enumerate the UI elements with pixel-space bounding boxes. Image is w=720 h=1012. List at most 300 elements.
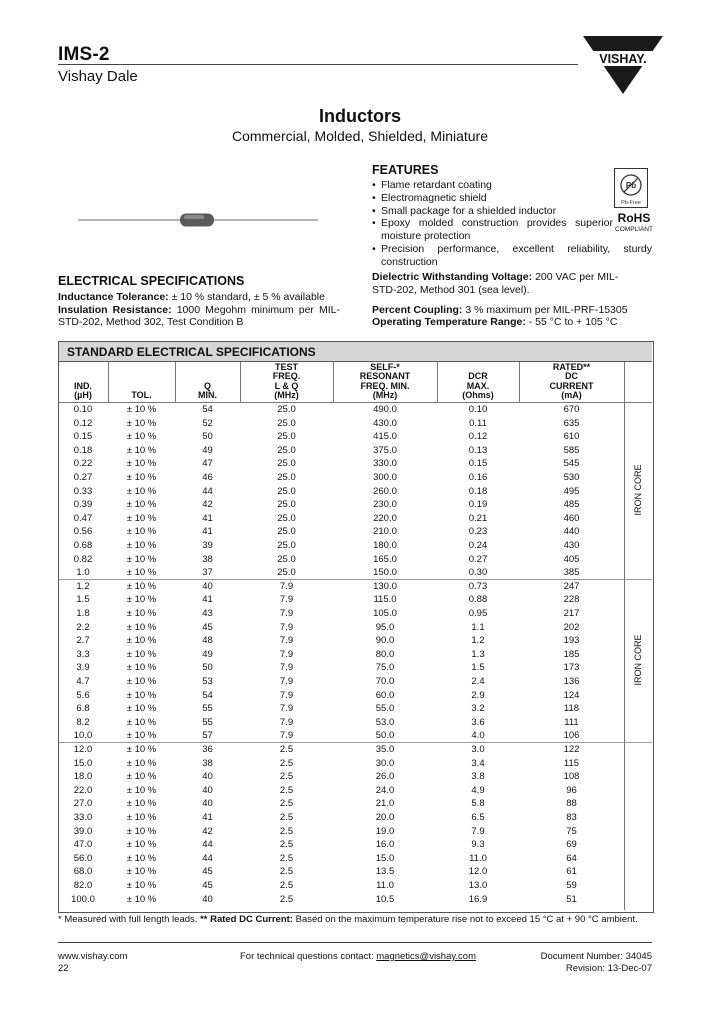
table-title-bar	[59, 342, 652, 362]
percent-coupling: Percent Coupling: 3 % maximum per MIL-PRF-15305	[372, 304, 628, 316]
table-cell: 115.0	[373, 594, 397, 606]
table-cell: ± 10 %	[126, 730, 157, 742]
table-cell: 1.2	[76, 580, 90, 592]
feature-item: • Flame retardant coating	[372, 179, 652, 192]
table-cell: 118	[563, 703, 580, 715]
table-cell: 41	[202, 594, 213, 606]
operating-temperature: Operating Temperature Range: - 55 °C to + 105 °C	[372, 316, 618, 328]
table-cell: 2.5	[279, 866, 294, 878]
table-cell: 185	[563, 648, 580, 660]
table-cell: 61	[566, 866, 577, 878]
table-cell: 106	[563, 730, 580, 742]
contact-line: For technical questions contact: magnetics@vishay.com	[240, 951, 476, 962]
table-cell: 53.0	[375, 716, 395, 728]
table-cell: 51	[566, 893, 577, 905]
table-cell: 54	[202, 689, 213, 701]
table-cell: 19.0	[375, 825, 395, 837]
table-cell: 25.0	[277, 540, 296, 551]
table-cell: 25.0	[277, 417, 296, 429]
table-cell: 47	[202, 458, 213, 470]
table-cell: 40	[202, 893, 213, 905]
table-cell: 45	[202, 880, 213, 891]
feature-item: • Epoxy molded construction provides superior moisture protection	[372, 217, 613, 243]
table-cell: 0.12	[468, 431, 488, 443]
table-cell: 25.0	[277, 499, 296, 511]
table-cell: 95.0	[375, 621, 395, 633]
table-cell: 25.0	[277, 526, 296, 538]
inductance-tolerance: Inductance Tolerance: ± 10 % standard, ± 5 % available	[58, 291, 325, 303]
table-cell: 37	[202, 567, 213, 579]
table-cell: 15.0	[73, 757, 93, 769]
table-cell: 22.0	[73, 784, 93, 796]
table-cell: 21.0	[375, 798, 395, 810]
table-cell: 115	[563, 757, 580, 769]
features-heading: FEATURES	[372, 163, 439, 177]
table-cell: ± 10 %	[126, 784, 157, 796]
table-cell: 2.5	[279, 784, 294, 796]
table-cell: 18.0	[73, 771, 93, 783]
table-cell: 69	[566, 839, 577, 851]
table-cell: 0.18	[73, 444, 93, 456]
table-cell: 16.0	[375, 839, 395, 851]
table-cell: 0.27	[73, 472, 93, 483]
table-cell: 44	[202, 485, 213, 497]
table-cell: 0.13	[468, 444, 488, 456]
table-cell: 2.5	[279, 893, 294, 905]
table-cell: 0.21	[468, 512, 488, 524]
table-cell: 13.5	[375, 866, 395, 878]
table-cell: 495	[563, 485, 580, 497]
table-cell: 0.95	[468, 608, 488, 619]
table-cell: 35.0	[375, 744, 395, 755]
table-cell: ± 10 %	[126, 716, 157, 728]
table-cell: 42	[202, 825, 213, 837]
table-header-cell: RATED** DC CURRENT (mA)	[549, 361, 594, 401]
table-cell: 45	[202, 621, 213, 633]
header-rule	[58, 64, 578, 65]
table-cell: 13.0	[468, 880, 488, 891]
feature-item: • Precision performance, excellent reliability, sturdy construction	[372, 243, 652, 269]
table-cell: 70.0	[375, 676, 395, 687]
table-cell: 430	[563, 540, 580, 551]
table-cell: 585	[563, 444, 580, 456]
table-cell: ± 10 %	[126, 798, 157, 810]
table-cell: 670	[563, 404, 580, 415]
table-cell: ± 10 %	[126, 771, 157, 783]
table-cell: 40	[202, 771, 213, 783]
table-cell: 96	[566, 784, 577, 796]
table-cell: ± 10 %	[126, 417, 157, 429]
table-cell: 430.0	[373, 417, 397, 429]
table-cell: 68.0	[73, 866, 93, 878]
table-cell: 50.0	[375, 730, 395, 742]
table-cell: 25.0	[277, 512, 296, 524]
table-cell: 2.2	[76, 621, 90, 633]
table-cell: ± 10 %	[126, 526, 157, 538]
table-cell: 5.6	[76, 689, 90, 701]
table-cell: 0.39	[73, 499, 93, 511]
table-cell: 11.0	[376, 880, 394, 891]
table-cell: 55.0	[375, 703, 395, 715]
table-cell: 0.73	[468, 580, 488, 592]
table-cell: 12.0	[73, 744, 93, 755]
table-cell: 10.0	[73, 730, 93, 742]
table-cell: 530	[563, 472, 580, 483]
table-cell: 7.9	[279, 621, 294, 633]
table-cell: 0.11	[469, 417, 487, 429]
table-cell: 42	[202, 499, 213, 511]
table-cell: 3.3	[76, 648, 90, 660]
table-cell: 260.0	[373, 485, 397, 497]
table-cell: ± 10 %	[126, 458, 157, 470]
table-cell: 44	[202, 839, 213, 851]
table-cell: 220.0	[373, 512, 397, 524]
table-cell: 7.9	[279, 662, 294, 674]
core-column-divider	[624, 402, 625, 910]
table-cell: 50	[202, 431, 213, 443]
table-cell: 130.0	[373, 580, 397, 592]
table-cell: 2.9	[471, 689, 485, 701]
table-cell: 7.9	[279, 676, 294, 687]
table-cell: 0.24	[468, 540, 488, 551]
table-cell: 30.0	[375, 757, 395, 769]
table-cell: 11.0	[469, 852, 487, 864]
table-header-cell: DCR MAX. (Ohms)	[462, 371, 494, 401]
table-cell: 4.9	[471, 784, 485, 796]
table-cell: 202	[563, 621, 580, 633]
table-cell: 0.68	[73, 540, 93, 551]
table-title: STANDARD ELECTRICAL SPECIFICATIONS	[67, 345, 316, 359]
table-cell: ± 10 %	[126, 648, 157, 660]
table-cell: 2.5	[279, 839, 294, 851]
table-cell: 27.0	[73, 798, 93, 810]
table-cell: 44	[202, 852, 213, 864]
table-cell: 111	[564, 716, 579, 728]
table-cell: 124	[563, 689, 580, 701]
table-cell: 0.47	[73, 512, 93, 524]
electrical-specs-heading: ELECTRICAL SPECIFICATIONS	[58, 274, 245, 288]
table-cell: ± 10 %	[126, 621, 157, 633]
table-cell: 1.5	[471, 662, 485, 674]
table-header-cell: TOL.	[131, 390, 152, 401]
table-cell: 41	[202, 512, 213, 524]
table-cell: 545	[563, 458, 580, 470]
table-header-cell: IND. (µH)	[74, 380, 92, 401]
rohs-label: RoHS	[617, 211, 651, 225]
table-cell: 0.23	[468, 526, 488, 538]
table-cell: 180.0	[373, 540, 397, 551]
table-cell: 41	[202, 526, 213, 538]
table-cell: 55	[202, 716, 213, 728]
table-cell: 3.9	[76, 662, 90, 674]
table-cell: 193	[563, 635, 580, 647]
table-cell: 41	[202, 812, 213, 823]
table-cell: 0.10	[73, 404, 93, 415]
table-header-cell: TEST FREQ. L & Q (MHz)	[272, 361, 301, 401]
table-cell: 7.9	[279, 580, 294, 592]
table-cell: 3.0	[471, 744, 485, 755]
table-cell: 0.10	[468, 404, 488, 415]
table-cell: 2.5	[279, 880, 294, 891]
table-cell: 25.0	[277, 553, 296, 565]
table-cell: 490.0	[373, 404, 397, 415]
feature-item: • Small package for a shielded inductor	[372, 205, 652, 218]
logo-text: VISHAY.	[599, 52, 647, 66]
insulation-resistance: Insulation Resistance: 1000 Megohm minimum per MIL-STD-202, Method 302, Test Condition B	[58, 304, 340, 328]
table-cell: 1.8	[76, 608, 90, 619]
table-cell: 25.0	[277, 485, 296, 497]
table-cell: 375.0	[373, 444, 397, 456]
table-cell: 0.56	[73, 526, 93, 538]
table-cell: 7.9	[279, 648, 294, 660]
table-cell: 6.5	[471, 812, 485, 823]
table-cell: 38	[202, 553, 213, 565]
table-cell: 0.19	[468, 499, 488, 511]
table-cell: 7.9	[279, 689, 294, 701]
table-cell: 7.9	[279, 703, 294, 715]
table-cell: 0.12	[73, 417, 93, 429]
table-cell: 55	[202, 703, 213, 715]
table-cell: 1.1	[471, 621, 485, 633]
table-cell: 2.5	[279, 798, 294, 810]
table-cell: 0.16	[468, 472, 488, 483]
table-cell: 12.0	[468, 866, 488, 878]
table-cell: 440	[563, 526, 580, 538]
table-cell: 0.22	[73, 458, 93, 470]
page-title: Inductors	[318, 106, 401, 126]
table-cell: ± 10 %	[126, 635, 157, 647]
table-cell: 7.9	[279, 716, 294, 728]
table-cell: 25.0	[277, 472, 296, 483]
table-cell: 247	[563, 580, 580, 592]
table-cell: ± 10 %	[126, 512, 157, 524]
table-cell: ± 10 %	[126, 540, 157, 551]
table-cell: 8.2	[76, 716, 90, 728]
table-cell: 48	[202, 635, 213, 647]
pb-free-icon	[614, 168, 648, 208]
table-cell: 1.5	[76, 594, 90, 606]
table-cell: ± 10 %	[126, 485, 157, 497]
website-link[interactable]: www.vishay.com	[58, 951, 128, 962]
table-cell: ± 10 %	[126, 812, 157, 823]
revision: Revision: 13-Dec-07	[565, 963, 652, 974]
table-cell: ± 10 %	[126, 839, 157, 851]
page-subtitle: Commercial, Molded, Shielded, Miniature	[232, 128, 488, 144]
table-cell: 59	[566, 880, 577, 891]
table-cell: 38	[202, 757, 213, 769]
table-cell: 0.18	[468, 485, 488, 497]
table-cell: 0.27	[468, 553, 488, 565]
table-cell: 40	[202, 798, 213, 810]
table-cell: 0.15	[73, 431, 93, 443]
table-cell: 9.3	[471, 839, 485, 851]
table-cell: 7.9	[279, 730, 294, 742]
core-type-label: IRON CORE	[633, 634, 643, 686]
table-cell: ± 10 %	[126, 880, 157, 891]
table-cell: 3.2	[471, 703, 485, 715]
table-cell: 1.0	[76, 567, 90, 579]
table-cell: 2.4	[471, 676, 485, 687]
table-cell: 25.0	[277, 458, 296, 470]
table-footnote: * Measured with full length leads. ** Rated DC Current: Based on the maximum temperature rise not to exceed 15 °C at + 90 °C ambient.	[58, 914, 638, 925]
table-cell: 108	[563, 771, 580, 783]
table-header-divider	[624, 362, 625, 402]
table-cell: ± 10 %	[126, 404, 157, 415]
table-cell: 3.4	[471, 757, 485, 769]
table-cell: 40	[202, 580, 213, 592]
table-cell: 7.9	[471, 825, 485, 837]
dielectric-voltage: Dielectric Withstanding Voltage: 200 VAC per MIL-STD-202, Method 301 (sea level).	[372, 271, 619, 296]
table-cell: 83	[566, 812, 577, 823]
table-cell: 54	[202, 404, 213, 415]
table-cell: 105.0	[373, 608, 397, 619]
table-cell: 80.0	[375, 648, 395, 660]
table-cell: 39.0	[73, 825, 93, 837]
table-cell: 405	[563, 553, 580, 565]
table-cell: ± 10 %	[126, 553, 157, 565]
table-cell: ± 10 %	[126, 676, 157, 687]
table-cell: 25.0	[277, 404, 296, 415]
table-cell: ± 10 %	[126, 499, 157, 511]
table-cell: ± 10 %	[126, 567, 157, 579]
table-cell: 39	[202, 540, 213, 551]
table-cell: 25.0	[277, 444, 296, 456]
table-cell: ± 10 %	[126, 608, 157, 619]
footer-rule	[58, 942, 652, 943]
table-cell: 2.5	[279, 852, 294, 864]
table-cell: ± 10 %	[126, 757, 157, 769]
table-cell: 64	[566, 852, 577, 864]
table-cell: 36	[202, 744, 213, 755]
table-cell: ± 10 %	[126, 472, 157, 483]
table-cell: 3.6	[471, 716, 485, 728]
table-cell: 7.9	[279, 635, 294, 647]
table-cell: 15.0	[375, 852, 395, 864]
table-cell: 57	[202, 730, 213, 742]
table-cell: 24.0	[375, 784, 395, 796]
table-cell: ± 10 %	[126, 689, 157, 701]
table-cell: 49	[202, 648, 213, 660]
table-cell: 100.0	[71, 893, 95, 905]
table-cell: 16.9	[468, 893, 488, 905]
table-header-cell: SELF-* RESONANT FREQ. MIN. (MHz)	[359, 361, 411, 401]
table-cell: 53	[202, 676, 213, 687]
table-cell: 2.5	[279, 812, 294, 823]
table-cell: 7.9	[279, 594, 294, 606]
table-cell: 60.0	[375, 689, 395, 701]
document-number: Document Number: 34045	[540, 951, 652, 962]
table-cell: 0.15	[468, 458, 488, 470]
part-number: IMS-2	[58, 44, 110, 65]
table-cell: 45	[202, 866, 213, 878]
table-cell: 40	[202, 784, 213, 796]
table-cell: 25.0	[277, 431, 296, 443]
table-cell: ± 10 %	[126, 662, 157, 674]
table-cell: 56.0	[73, 852, 93, 864]
table-cell: 90.0	[375, 635, 395, 647]
table-cell: 136	[563, 676, 580, 687]
table-cell: 1.3	[471, 648, 485, 660]
table-cell: ± 10 %	[126, 444, 157, 456]
table-cell: 2.5	[279, 825, 294, 837]
svg-text:Pb-Free: Pb-Free	[621, 200, 641, 206]
table-cell: 485	[563, 499, 580, 511]
table-cell: ± 10 %	[126, 866, 157, 878]
table-cell: 52	[202, 417, 213, 429]
table-cell: ± 10 %	[126, 852, 157, 864]
table-cell: 300.0	[373, 472, 397, 483]
table-cell: 6.8	[76, 703, 90, 715]
inductor-illustration	[78, 210, 318, 230]
table-cell: 165.0	[373, 553, 397, 565]
table-cell: 0.33	[73, 485, 93, 497]
table-cell: 0.30	[468, 567, 488, 579]
table-cell: 2.7	[76, 635, 90, 647]
page-number: 22	[58, 963, 69, 974]
table-cell: 122	[563, 744, 580, 755]
table-cell: 26.0	[375, 771, 395, 783]
vishay-logo	[583, 36, 663, 98]
email-link[interactable]: magnetics@vishay.com	[376, 951, 476, 962]
table-cell: 5.8	[471, 798, 485, 810]
table-cell: 46	[202, 472, 213, 483]
table-cell: 4.7	[76, 676, 90, 687]
table-cell: 25.0	[277, 567, 296, 579]
table-cell: 49	[202, 444, 213, 456]
table-cell: 3.8	[471, 771, 485, 783]
table-cell: 610	[563, 431, 580, 443]
table-cell: ± 10 %	[126, 744, 157, 755]
table-cell: 2.5	[279, 771, 294, 783]
table-cell: 1.2	[471, 635, 485, 647]
table-cell: 173	[563, 662, 580, 674]
table-cell: 230.0	[373, 499, 397, 511]
table-cell: 33.0	[73, 812, 93, 823]
table-cell: 10.5	[375, 893, 395, 905]
table-cell: 20.0	[375, 812, 395, 823]
table-cell: ± 10 %	[126, 431, 157, 443]
table-cell: 43	[202, 608, 213, 619]
table-cell: 460	[563, 512, 580, 524]
feature-item: • Electromagnetic shield	[372, 192, 652, 205]
table-cell: 47.0	[73, 839, 93, 851]
svg-text:Pb: Pb	[625, 181, 637, 190]
table-cell: 210.0	[373, 526, 397, 538]
table-cell: ± 10 %	[126, 703, 157, 715]
table-cell: 2.5	[279, 744, 294, 755]
table-cell: 635	[563, 417, 580, 429]
table-cell: ± 10 %	[126, 893, 157, 905]
table-cell: 0.88	[468, 594, 488, 606]
features-list	[372, 179, 652, 269]
table-cell: 2.5	[279, 757, 294, 769]
table-cell: 4.0	[471, 730, 485, 742]
table-cell: 88	[566, 798, 577, 810]
table-cell: 0.82	[73, 553, 93, 565]
rohs-compliant-label: COMPLIANT	[615, 226, 653, 233]
table-cell: ± 10 %	[126, 825, 157, 837]
table-cell: 415.0	[373, 431, 397, 443]
manufacturer-name: Vishay Dale	[58, 68, 138, 85]
table-cell: 150.0	[373, 567, 397, 579]
table-cell: ± 10 %	[126, 594, 157, 606]
table-cell: 385	[563, 567, 580, 579]
table-cell: 7.9	[279, 608, 294, 619]
table-cell: 217	[563, 608, 580, 619]
table-cell: 50	[202, 662, 213, 674]
table-cell: 228	[563, 594, 580, 606]
table-header-cell: Q MIN.	[198, 380, 217, 401]
